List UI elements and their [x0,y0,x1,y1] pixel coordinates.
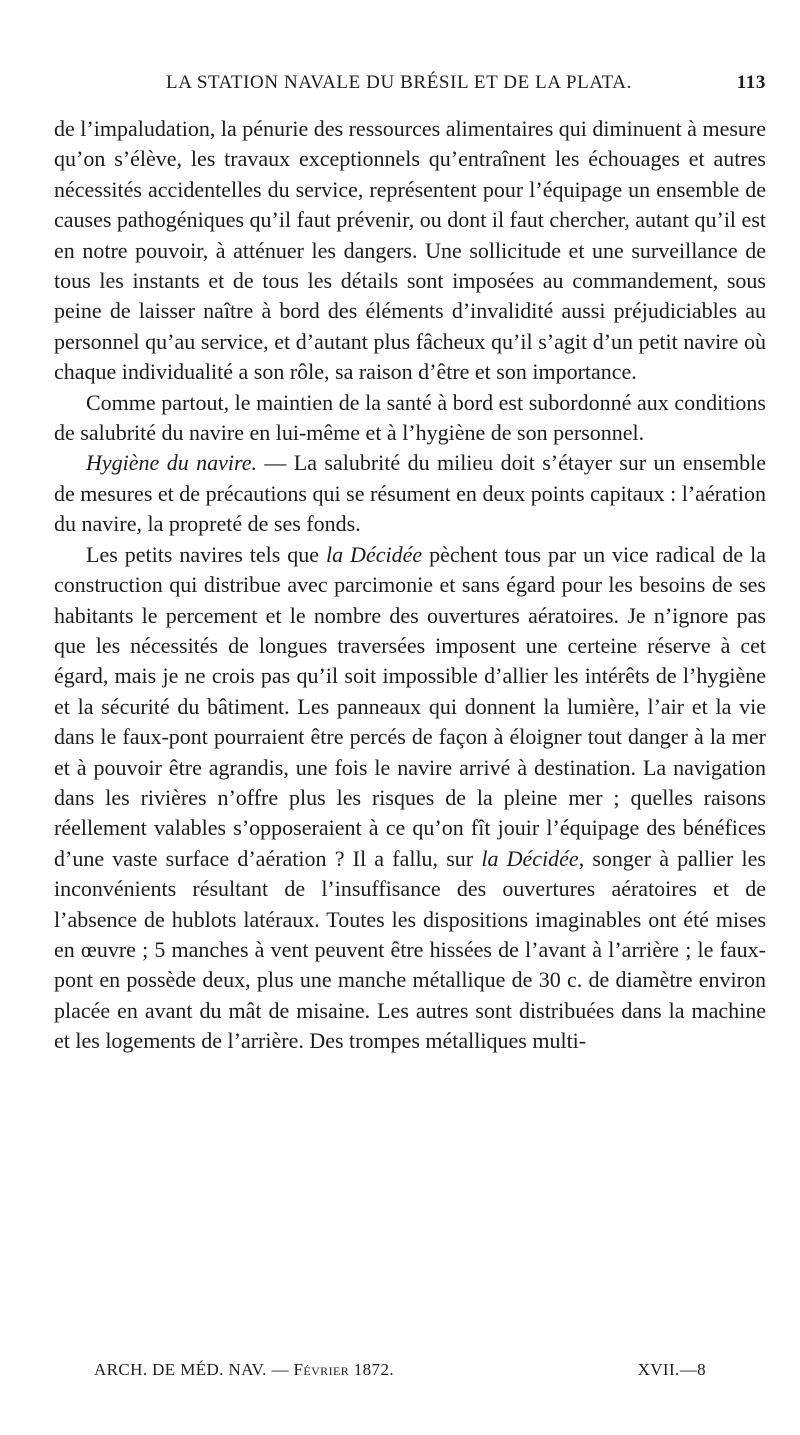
signature-mark: XVII.—8 [637,1360,706,1379]
paragraph-4-text-b: pèchent tous par un vice radical de la construction qui distribue avec parcimonie et sans égard pour les besoins de ses habitants le percement et le nombre des ouvertures aératoires. Je n’ignore pas que les nécessités de longues traversées imposent une certeine réserve à cet égard, mais je ne crois pas qu’il soit impossible d’allier les intérêts de l’hygiène et la sécurité du bâtiment. Les panneaux qui donnent la lumière, l’air et la vie dans le faux-pont pourraient être percés de façon à éloigner tout danger à la mer et à pouvoir être agrandis, une fois le navire arrivé à destination. La navigation dans les rivières n’offre plus les risques de la pleine mer ; quelles raisons réellement valables s’opposeraient à ce qu’on fît jouir l’équipage des bénéfices d’une vaste surface d’aération ? Il a fallu, sur [54,541,766,871]
paragraph-3 [54,448,766,539]
section-heading-hygiene: Hygiène du navire. [86,450,257,476]
running-header [54,72,766,106]
page-number: 113 [736,72,766,93]
journal-reference: ARCH. DE MÉD. NAV. — Février 1872. [94,1360,395,1379]
paragraph-2 [54,388,766,449]
ship-name-2: la Décidée [481,845,579,871]
body-text [54,114,766,1057]
ship-name-1: la Décidée [326,541,423,567]
document-page [54,72,766,1402]
paragraph-4 [54,540,766,1057]
paragraph-4-text-a: Les petits navires tels que [86,541,326,567]
paragraph-1-text: de l’impaludation, la pénurie des ressources alimentaires qui diminuent à mesure qu’on s’élève, les travaux exceptionnels qu’entraînent les échouages et autres nécessités accidentelles du service, représentent pour l’équipage un ensemble de causes pathogéniques qu’il faut prévenir, ou dont il faut chercher, autant qu’il est en notre pouvoir, à atténuer les dangers. Une sollicitude et une surveillance de tous les instants et de tous les détails sont imposées au commandement, sous peine de laisser naître à bord des éléments d’invalidité aussi préjudiciables au personnel qu’au service, et d’autant plus fâcheux qu’il s’agit d’un petit navire où chaque individualité a son rôle, sa raison d’être et son importance. [54,116,766,385]
paragraph-4-text-c: , songer à pallier les inconvénients résultant de l’insuffisance des ouvertures aératoires et de l’absence de hublots latéraux. Toutes les dispositions imaginables ont été mises en œuvre ; 5 manches à vent peuvent être hissées de l’avant à l’arrière ; le faux-pont en possède deux, plus une manche métallique de 30 c. de diamètre environ placée en avant du mât de misaine. Les autres sont distribuées dans la machine et les logements de l’arrière. Des trompes métalliques multi- [54,845,766,1054]
paragraph-2-text: Comme partout, le maintien de la santé à bord est subordonné aux conditions de salubrité du navire en lui-même et à l’hygiène de son personnel. [54,389,766,446]
page-footer [54,1360,766,1380]
running-title: LA STATION NAVALE DU BRÉSIL ET DE LA PLATA. [166,72,632,93]
paragraph-1 [54,114,766,388]
paragraph-3-text: — La salubrité du milieu doit s’étayer sur un ensemble de mesures et de précautions qui se résument en deux points capitaux : l’aération du navire, la propreté de ses fonds. [54,450,767,537]
